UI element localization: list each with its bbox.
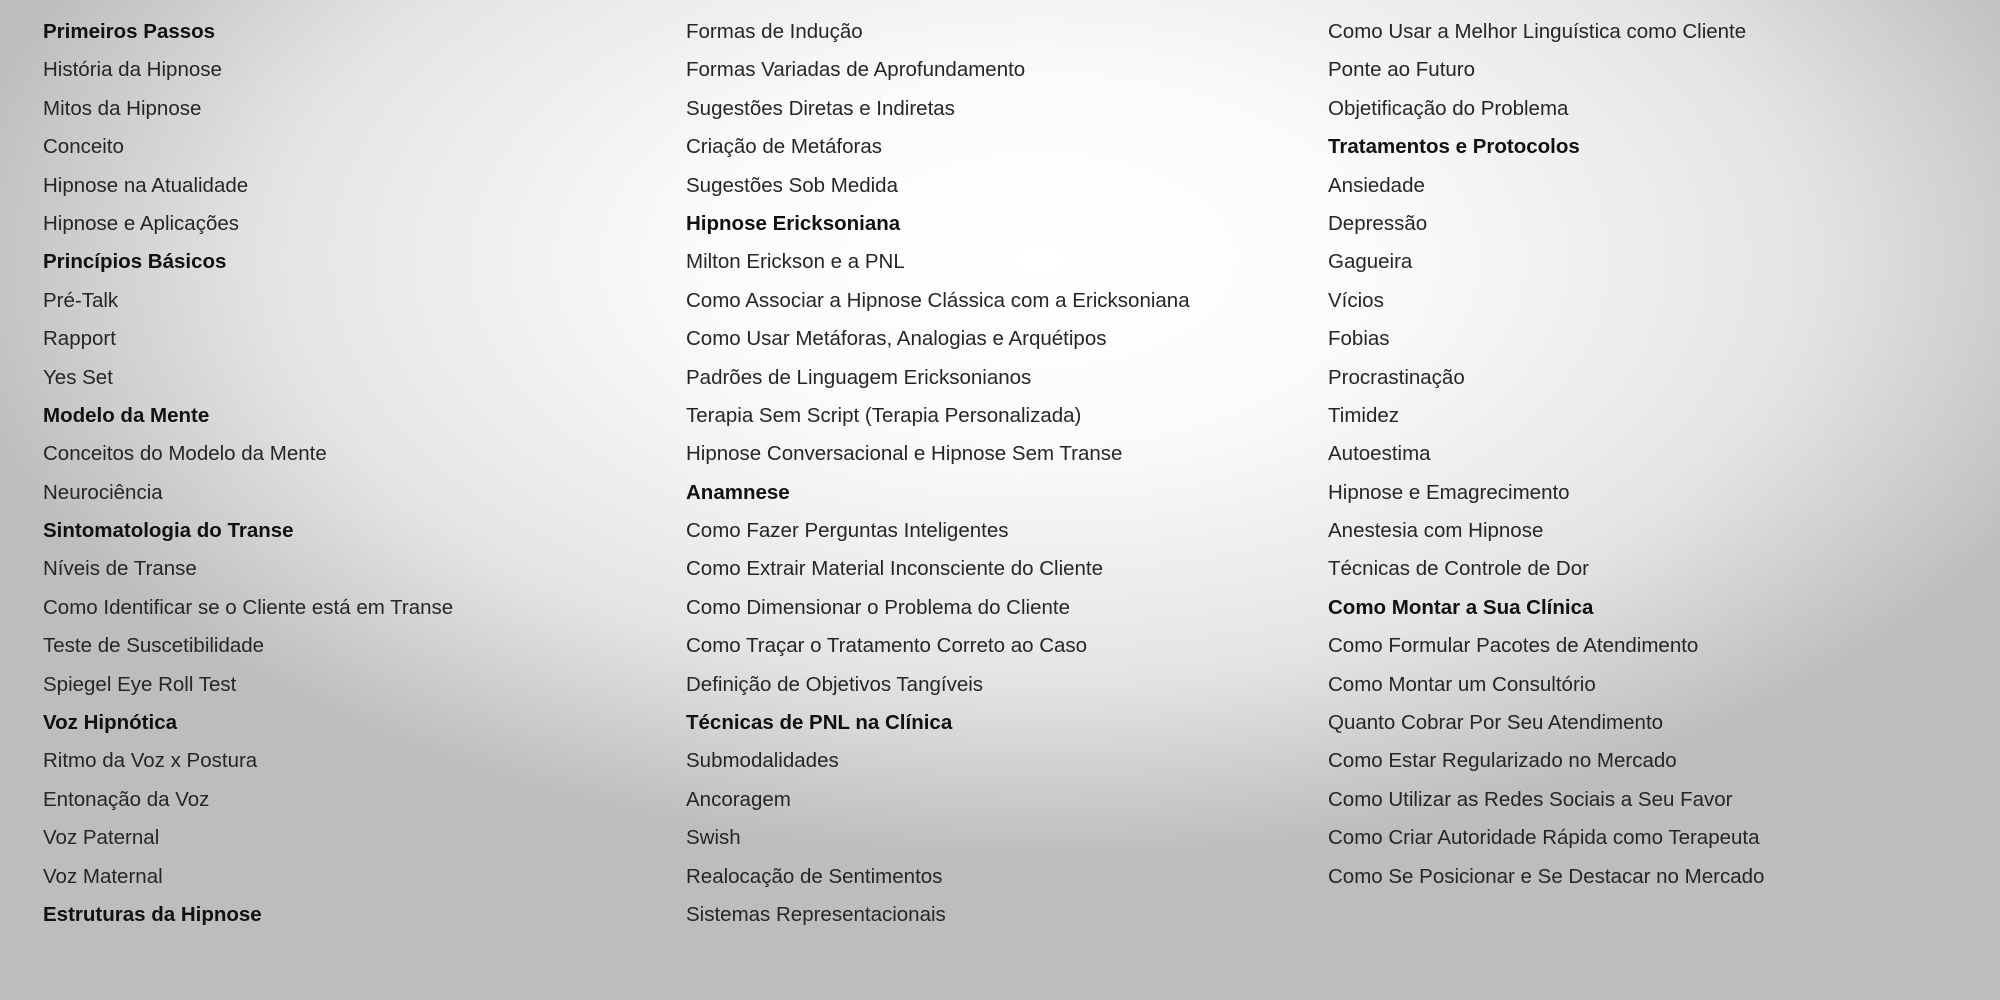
syllabus-column-3 — [1328, 15, 1764, 898]
topic-item: Spiegel Eye Roll Test — [43, 672, 237, 696]
syllabus-column-2 — [686, 15, 1190, 936]
topic-item: Como Criar Autoridade Rápida como Terapeuta — [1328, 826, 1760, 850]
topic-item: Como Formular Pacotes de Atendimento — [1328, 634, 1699, 658]
topic-item: Padrões de Linguagem Ericksonianos — [686, 365, 1032, 389]
topic-item: Como Montar um Consultório — [1328, 672, 1596, 696]
topic-item: Como Usar Metáforas, Analogias e Arquétipos — [686, 327, 1107, 351]
topic-item: Hipnose Conversacional e Hipnose Sem Transe — [686, 442, 1123, 466]
topic-item: Objetificação do Problema — [1328, 96, 1569, 120]
topic-item: Conceito — [43, 135, 124, 159]
syllabus-column-1 — [43, 15, 453, 936]
topic-item: Teste de Suscetibilidade — [43, 634, 265, 658]
topic-item: Depressão — [1328, 211, 1428, 235]
topic-item: Realocação de Sentimentos — [686, 864, 943, 888]
topic-item: Níveis de Transe — [43, 557, 197, 581]
section-heading: Voz Hipnótica — [43, 711, 178, 735]
section-heading: Técnicas de PNL na Clínica — [686, 711, 953, 735]
section-heading: Modelo da Mente — [43, 403, 210, 427]
topic-item: Ponte ao Futuro — [1328, 58, 1476, 82]
topic-item: Hipnose na Atualidade — [43, 173, 249, 197]
topic-item: Neurociência — [43, 480, 163, 504]
topic-item: Voz Paternal — [43, 826, 160, 850]
topic-item: Yes Set — [43, 365, 113, 389]
topic-item: Vícios — [1328, 288, 1384, 312]
topic-item: Procrastinação — [1328, 365, 1465, 389]
topic-item: Definição de Objetivos Tangíveis — [686, 672, 984, 696]
topic-item: Hipnose e Aplicações — [43, 211, 240, 235]
topic-item: Milton Erickson e a PNL — [686, 250, 905, 274]
topic-item: Criação de Metáforas — [686, 135, 882, 159]
topic-item: Ansiedade — [1328, 173, 1425, 197]
section-heading: Primeiros Passos — [43, 20, 216, 43]
topic-item: Sugestões Diretas e Indiretas — [686, 96, 955, 120]
topic-item: Quanto Cobrar Por Seu Atendimento — [1328, 711, 1664, 735]
topic-item: Autoestima — [1328, 442, 1431, 466]
topic-item: Como Fazer Perguntas Inteligentes — [686, 519, 1009, 543]
topic-item: Formas de Indução — [686, 20, 863, 43]
topic-item: Rapport — [43, 327, 116, 351]
topic-item: Hipnose e Emagrecimento — [1328, 480, 1570, 504]
topic-item: Técnicas de Controle de Dor — [1328, 557, 1589, 581]
topic-item: Timidez — [1328, 403, 1399, 427]
topic-item: Voz Maternal — [43, 864, 163, 888]
section-heading: Hipnose Ericksoniana — [686, 211, 901, 235]
topic-item: Entonação da Voz — [43, 787, 210, 811]
section-heading: Estruturas da Hipnose — [43, 902, 262, 926]
topic-item: Anestesia com Hipnose — [1328, 519, 1544, 543]
topic-item: Como Usar a Melhor Linguística como Cliente — [1328, 20, 1747, 43]
topic-item: Fobias — [1328, 327, 1390, 351]
topic-item: Ritmo da Voz x Postura — [43, 749, 258, 773]
topic-item: Como Dimensionar o Problema do Cliente — [686, 595, 1070, 619]
topic-item: Terapia Sem Script (Terapia Personalizada) — [686, 403, 1082, 427]
section-heading: Princípios Básicos — [43, 250, 227, 274]
topic-item: Como Associar a Hipnose Clássica com a Ericksoniana — [686, 288, 1190, 312]
topic-item: Mitos da Hipnose — [43, 96, 202, 120]
topic-item: Formas Variadas de Aprofundamento — [686, 58, 1026, 82]
topic-item: Como Identificar se o Cliente está em Transe — [43, 595, 454, 619]
section-heading: Como Montar a Sua Clínica — [1328, 595, 1594, 619]
topic-item: Gagueira — [1328, 250, 1413, 274]
topic-item: Como Utilizar as Redes Sociais a Seu Favor — [1328, 787, 1733, 811]
topic-item: Como Extrair Material Inconsciente do Cliente — [686, 557, 1104, 581]
topic-item: Como Estar Regularizado no Mercado — [1328, 749, 1677, 773]
topic-item: História da Hipnose — [43, 58, 222, 82]
topic-item: Conceitos do Modelo da Mente — [43, 442, 327, 466]
section-heading: Sintomatologia do Transe — [43, 519, 294, 543]
topic-item: Ancoragem — [686, 787, 791, 811]
section-heading: Anamnese — [686, 480, 790, 504]
section-heading: Tratamentos e Protocolos — [1328, 135, 1580, 159]
topic-item: Como Se Posicionar e Se Destacar no Mercado — [1328, 864, 1765, 888]
topic-item: Como Traçar o Tratamento Correto ao Caso — [686, 634, 1088, 658]
topic-item: Sistemas Representacionais — [686, 902, 946, 926]
topic-item: Pré-Talk — [43, 288, 119, 312]
topic-item: Submodalidades — [686, 749, 839, 773]
topic-item: Sugestões Sob Medida — [686, 173, 898, 197]
topic-item: Swish — [686, 826, 741, 850]
